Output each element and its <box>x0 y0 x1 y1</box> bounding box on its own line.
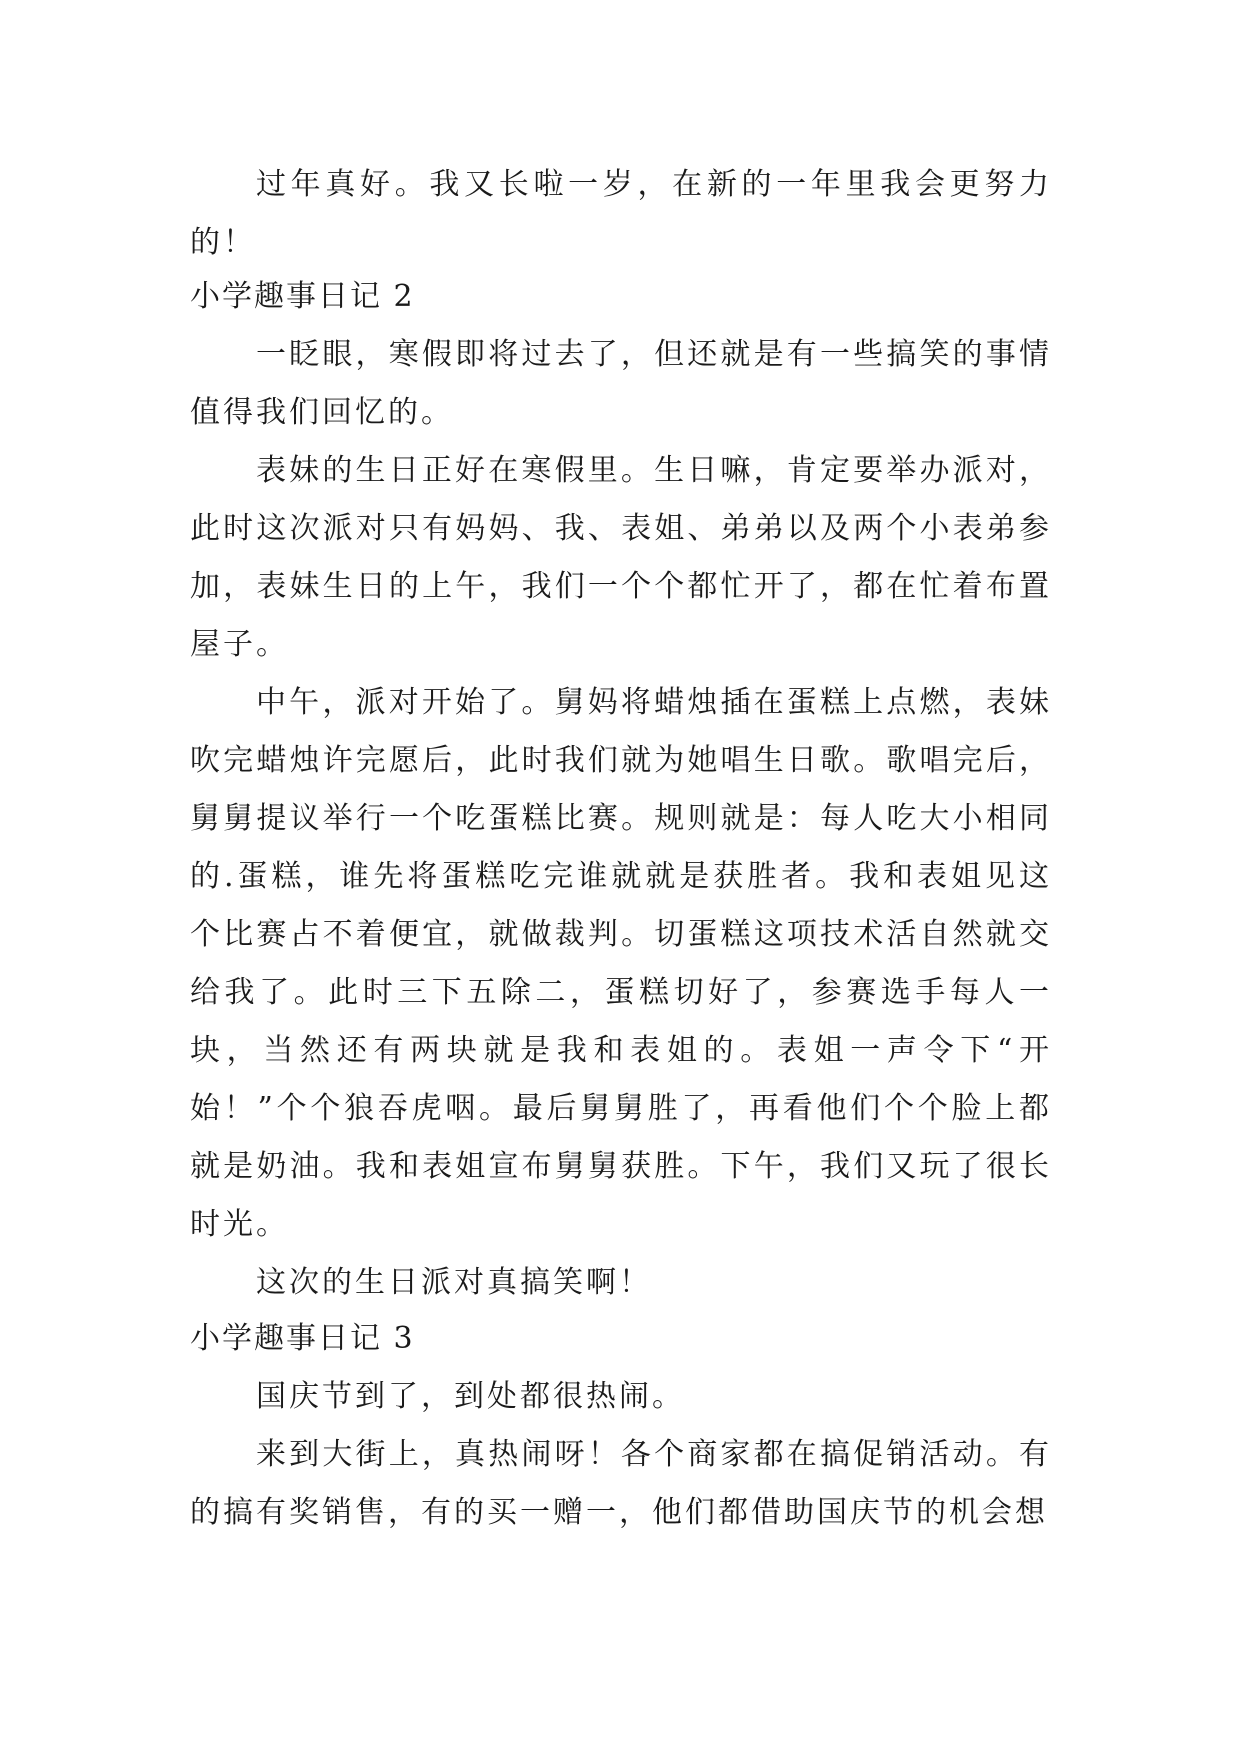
paragraph: 来到大街上，真热闹呀！各个商家都在搞促销活动。有的搞有奖销售，有的买一赠一，他们都借助国庆节的机会想 <box>190 1437 1052 1530</box>
paragraph: 一眨眼，寒假即将过去了，但还就是有一些搞笑的事情值得我们回忆的。 <box>190 337 1052 430</box>
diary-section-2 <box>190 268 1052 1312</box>
paragraph: 表妹的生日正好在寒假里。生日嘛，肯定要举办派对，此时这次派对只有妈妈、我、表姐、弟弟以及两个小表弟参加，表妹生日的上午，我们一个个都忙开了，都在忙着布置屋子。 <box>190 453 1052 662</box>
section-heading: 小学趣事日记 3 <box>190 1321 415 1356</box>
diary-section-3 <box>190 1310 1052 1542</box>
paragraph: 这次的生日派对真搞笑啊！ <box>256 1265 652 1300</box>
paragraph: 国庆节到了，到处都很热闹。 <box>256 1379 685 1414</box>
section-heading: 小学趣事日记 2 <box>190 279 415 314</box>
paragraph: 中午，派对开始了。舅妈将蜡烛插在蛋糕上点燃，表妹吹完蜡烛许完愿后，此时我们就为她唱生日歌。歌唱完后，舅舅提议举行一个吃蛋糕比赛。规则就是：每人吃大小相同的.蛋糕，谁先将蛋糕吃完谁就就是获胜者。我和表姐见这个比赛占不着便宜，就做裁判。切蛋糕这项技术活自然就交给我了。此时三下五除二，蛋糕切好了，参赛选手每人一块，当然还有两块就是我和表姐的。表姐一声令下“开始！”个个狼吞虎咽。最后舅舅胜了，再看他们个个脸上都就是奶油。我和表姐宣布舅舅获胜。下午，我们又玩了很长时光。 <box>190 685 1052 1242</box>
top-paragraph-block <box>190 156 1052 272</box>
paragraph: 过年真好。我又长啦一岁，在新的一年里我会更努力的！ <box>190 167 1052 260</box>
